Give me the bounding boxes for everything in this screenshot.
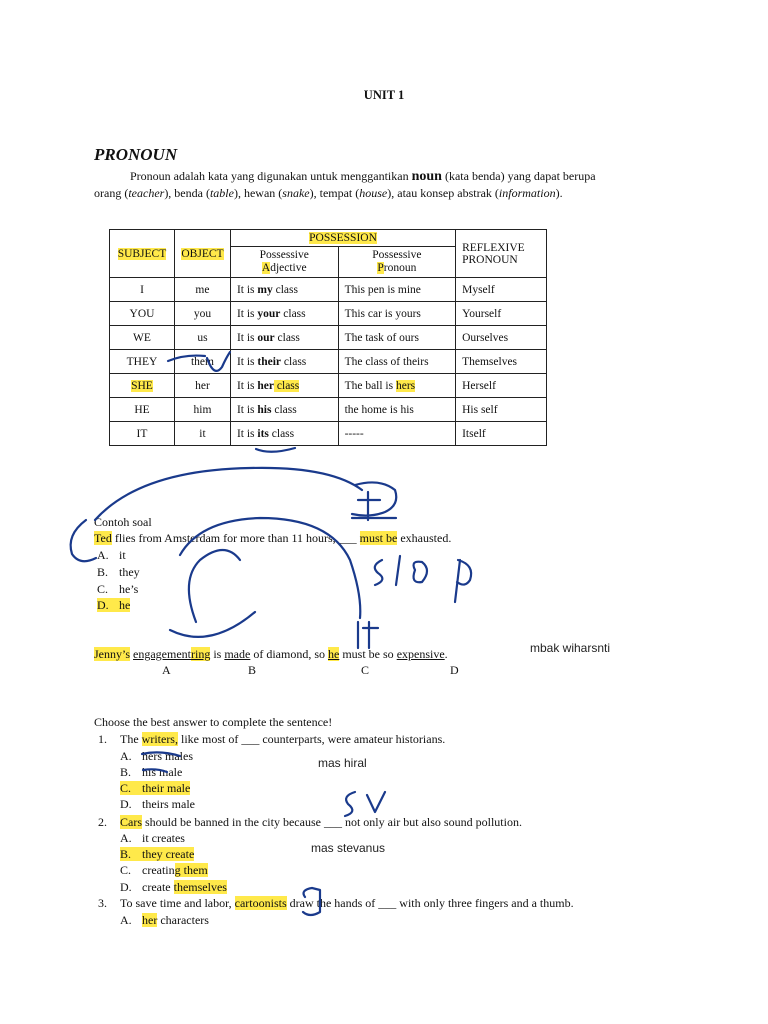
intro-example: snake [282,186,310,200]
ink-strike-his [143,769,167,772]
cell-object: you [174,302,230,326]
cell-subject: HE [110,398,175,422]
example-label: Contoh soal [94,515,152,529]
intro-text: ), hewan ( [233,186,283,200]
ink-check-them [207,352,230,371]
ink-o [414,562,427,583]
cell-object: them [174,350,230,374]
instruction: Choose the best answer to complete the sentence! [94,715,333,729]
q2-option[interactable]: A. it creates [120,831,185,845]
error-label-c: C [361,663,370,677]
header-reflexive: REFLEXIVE PRONOUN [456,230,547,278]
ink-p [455,560,471,602]
cell-subject: THEY [110,350,175,374]
q1-option[interactable]: B. his male [120,765,183,779]
cell-possessive-adjective: It is their class [230,350,338,374]
cell-subject: SHE [110,374,175,398]
header-possessive-adjective: Possessive Adjective [230,247,338,278]
cell-reflexive: Herself [456,374,547,398]
ink-strike-hers [142,752,180,756]
intro-text: ), atau konsep abstrak ( [387,186,499,200]
q2-option[interactable]: D. create themselves [120,880,227,894]
ink-underline-its [256,448,295,452]
cell-subject: WE [110,326,175,350]
ink-v [367,792,385,812]
note-stevanus: mas stevanus [311,841,386,855]
error-sentence: Jenny’s engagementring is made of diamond, so he must be so expensive. [94,647,448,661]
intro-example: house [359,186,388,200]
header-possession: POSSESSION [230,230,455,247]
cell-possessive-adjective: It is our class [230,326,338,350]
ink-box-cartoonists [303,888,320,915]
header-object: OBJECT [174,230,230,278]
intro-text: Pronoun adalah kata yang digunakan untuk menggantikan [130,169,412,183]
cell-reflexive: Itself [456,422,547,446]
example-option[interactable]: A. it [97,548,126,562]
cell-reflexive: Yourself [456,302,547,326]
cell-possessive-pronoun: ----- [338,422,456,446]
error-label-a: A [162,663,171,677]
q1-option[interactable]: A. hers males [120,749,193,763]
ink-slash [396,556,400,585]
unit-title: UNIT 1 [363,88,405,102]
ink-down-curve [170,612,255,637]
cell-possessive-pronoun: The class of theirs [338,350,456,374]
intro-noun: noun [411,169,442,184]
intro-text: orang ( [94,186,129,200]
ink-s-v [345,792,355,816]
cell-possessive-adjective: It is its class [230,422,338,446]
note-hiral: mas hiral [318,756,367,770]
cell-possessive-pronoun: This pen is mine [338,278,456,302]
q2-option[interactable]: B. they create [120,847,195,861]
intro-example: teacher [128,186,165,200]
cell-possessive-adjective: It is her class [230,374,338,398]
cell-reflexive: His self [456,398,547,422]
intro-text: ), tempat ( [309,186,360,200]
intro-example: information [498,186,556,200]
cell-object: him [174,398,230,422]
error-label-d: D [450,663,459,677]
intro-text: ), benda ( [164,186,210,200]
ink-inner-arc [189,550,240,622]
ink-s [375,560,383,585]
example-option[interactable]: D. he [97,598,131,612]
header-subject: SUBJECT [110,230,175,278]
cell-subject: I [110,278,175,302]
cell-object: me [174,278,230,302]
cell-object: us [174,326,230,350]
note-wiharsnti: mbak wiharsnti [530,641,611,655]
pronoun-heading: PRONOUN [94,145,178,164]
example-option[interactable]: B. they [97,565,140,579]
cell-object: it [174,422,230,446]
cell-possessive-adjective: It is his class [230,398,338,422]
header-possessive-pronoun: Possessive Pronoun [338,247,456,278]
cell-possessive-pronoun: The ball is hers [338,374,456,398]
cell-reflexive: Myself [456,278,547,302]
q1-option[interactable]: C. their male [120,781,191,795]
question-3: 3. To save time and labor, cartoonists draw the hands of ___ with only three fingers and a thumb. [98,896,574,910]
example-option[interactable]: C. he’s [97,582,139,596]
ink-stroke-them [168,356,205,361]
question-1: 1. The writers, like most of ___ counterparts, were amateur historians. [98,732,446,746]
cell-subject: YOU [110,302,175,326]
example-question: Ted flies from Amsterdam for more than 11 hours, ___ must be exhausted. [94,531,452,545]
q3-option[interactable]: A. her characters [120,913,209,927]
cell-possessive-pronoun: the home is his [338,398,456,422]
cell-possessive-adjective: It is your class [230,302,338,326]
intro-text: ). [555,186,563,200]
cell-possessive-pronoun: The task of ours [338,326,456,350]
cell-object: her [174,374,230,398]
cell-possessive-pronoun: This car is yours [338,302,456,326]
ink-circle-ted [71,520,96,561]
error-label-b: B [248,663,257,677]
intro-example: table [209,186,234,200]
q2-option[interactable]: C. creating them [120,863,208,877]
cell-possessive-adjective: It is my class [230,278,338,302]
cell-subject: IT [110,422,175,446]
question-2: 2. Cars should be banned in the city because ___ not only air but also sound pollution. [98,815,522,829]
ink-big-arc [95,468,362,520]
cell-reflexive: Themselves [456,350,547,374]
ink-loop-arc [180,518,360,618]
ink-it-bottom [358,622,378,648]
q1-option[interactable]: D. theirs male [120,797,195,811]
cell-reflexive: Ourselves [456,326,547,350]
intro-text: (kata benda) yang dapat berupa [441,169,596,183]
